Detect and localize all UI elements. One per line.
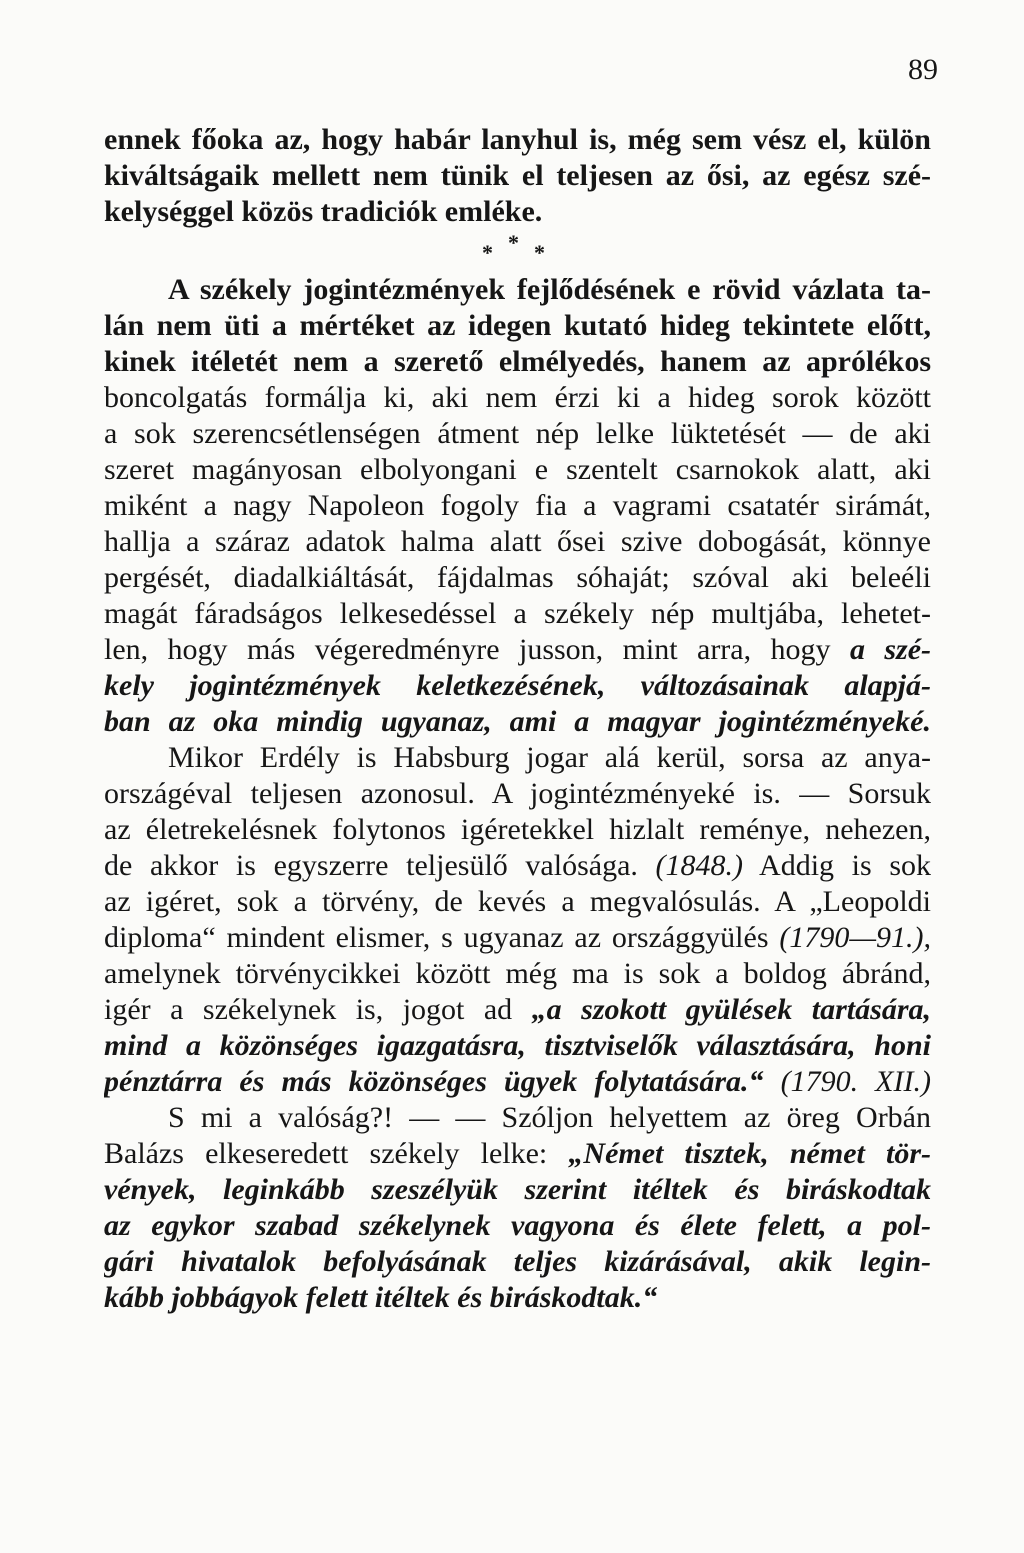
text-line: miként a nagy Napoleon fogoly fia a vagrami csatatér sirámát, <box>104 489 931 522</box>
text-line: az egykor szabad székelynek vagyona és élete felett, a pol- <box>104 1209 931 1242</box>
text-line: országéval teljesen azonosul. A jogintézményeké is. — Sorsuk <box>104 777 931 810</box>
text-line: lán nem üti a mértéket az idegen kutató hideg tekintete előtt, <box>104 309 931 342</box>
separator-star: * <box>508 230 519 255</box>
text-line: vények, leginkább szeszélyük szerint itéltek és biráskodtak <box>104 1173 931 1206</box>
text-line: kább jobbágyok felett itéltek és biráskodtak.“ <box>104 1281 658 1314</box>
text-line <box>104 1136 931 1172</box>
text-line: kinek itéletét nem a szerető elmélyedés, hanem az aprólékos <box>104 345 931 378</box>
text-run-italic: (1790—91.), <box>779 921 931 954</box>
text-run-italic: pénztárra és más közönséges ügyek folytatására.“ <box>104 1065 764 1098</box>
text-line: az életrekelésnek folytonos igéretekkel hizlalt reménye, nehezen, <box>104 813 931 846</box>
text-run: Addig is sok <box>743 849 931 882</box>
text-run-italic: „a szokott gyülések tartására, <box>531 993 931 1026</box>
text-line: magát fáradságos lelkesedéssel a székely nép multjába, lehetet- <box>104 597 931 630</box>
text-line: pergését, diadalkiáltását, fájdalmas sóhaját; szóval aki beleéli <box>104 561 931 594</box>
text-run-italic: a szé- <box>849 633 931 666</box>
text-line: ennek főoka az, hogy habár lanyhul is, még sem vész el, külön <box>104 123 931 156</box>
text-line: szeret magányosan elbolyongani e szentelt csarnokok alatt, aki <box>104 453 931 486</box>
text-run-italic: „Német tisztek, német tör- <box>568 1137 931 1170</box>
text-line <box>104 920 931 956</box>
text-line: gári hivatalok befolyásának teljes kizárásával, akik legin- <box>104 1245 931 1278</box>
section-separator <box>474 230 554 266</box>
text-line: amelynek törvénycikkei között még ma is sok a boldog ábránd, <box>104 957 931 990</box>
text-line: ban az oka mindig ugyanaz, ami a magyar jogintézményeké. <box>104 705 931 738</box>
text-line <box>104 992 931 1028</box>
text-run: de akkor is egyszerre teljesülő valósága. <box>104 849 656 882</box>
text-line <box>104 632 931 668</box>
text-line <box>104 848 931 884</box>
text-line: mind a közönséges igazgatásra, tisztviselők választására, honi <box>104 1029 931 1062</box>
separator-star: * <box>534 240 545 265</box>
text-line: A székely jogintézmények fejlődésének e rövid vázlata ta- <box>168 273 931 306</box>
text-line <box>104 1064 931 1100</box>
text-line: Mikor Erdély is Habsburg jogar alá kerül, sorsa az anya- <box>168 741 931 774</box>
text-line: a sok szerencsétlenségen átment nép lelke lüktetését — de aki <box>104 417 931 450</box>
text-line: S mi a valóság?! — — Szóljon helyettem az öreg Orbán <box>168 1101 931 1134</box>
text-run: Balázs elkeseredett székely lelke: <box>104 1137 569 1170</box>
text-run: diploma“ mindent elismer, s ugyanaz az országgyülés <box>104 921 780 954</box>
text-line: kiváltságaik mellett nem tünik el teljesen az ősi, az egész szé- <box>104 159 931 192</box>
page-number: 89 <box>908 53 938 86</box>
text-run-italic: (1848.) <box>655 849 744 882</box>
text-run: (1790. XII.) <box>763 1065 931 1098</box>
text-line: boncolgatás formálja ki, aki nem érzi ki a hideg sorok között <box>104 381 931 414</box>
text-run: igér a székelynek is, jogot ad <box>104 993 532 1026</box>
text-run: len, hogy más végeredményre jusson, mint arra, hogy <box>104 633 850 666</box>
text-line: hallja a száraz adatok halma alatt ősei szive dobogását, könnye <box>104 525 931 558</box>
separator-star: * <box>482 240 493 265</box>
text-line: az igéret, sok a törvény, de kevés a megvalósulás. A „Leopoldi <box>104 885 931 918</box>
text-line: kelységgel közös tradiciók emléke. <box>104 195 543 228</box>
text-line: kely jogintézmények keletkezésének, változásainak alapjá- <box>104 669 931 702</box>
